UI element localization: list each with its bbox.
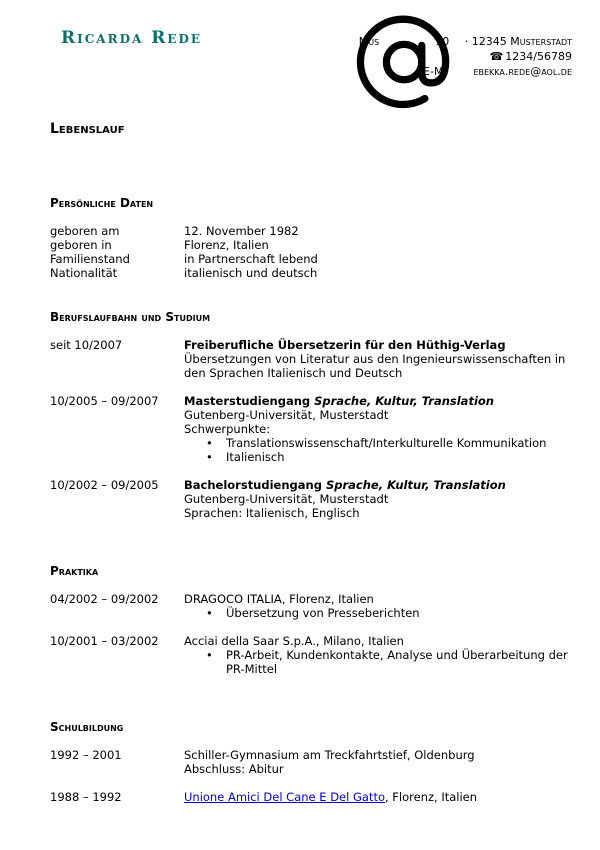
internship-entry: 04/2002 – 09/2002 DRAGOCO ITALIA, Florenz, Italien • Übersetzung von Presseberichten xyxy=(50,592,580,620)
internship-entry: 10/2001 – 03/2002 Acciai della Saar S.p.A., Milano, Italien • PR-Arbeit, Kundenkontakte, Analyse und Überarbeitung der PR-Mittel xyxy=(50,634,580,676)
at-sign-icon xyxy=(350,8,454,112)
section-heading-internships: Praktika xyxy=(50,564,99,578)
section-heading-personal: Persönliche Daten xyxy=(50,196,154,210)
school-entry: 1992 – 2001 Schiller-Gymnasium am Treckfahrtstief, Oldenburg Abschluss: Abitur xyxy=(50,748,475,776)
address-line: Mus 10 · 12345 Musterstadt xyxy=(358,35,572,48)
section-heading-career: Berufslaufbahn und Studium xyxy=(50,310,211,324)
section-heading-school: Schulbildung xyxy=(50,720,124,734)
career-entry: 10/2005 – 09/2007 Masterstudiengang Sprache, Kultur, Translation Gutenberg-Universität, Musterstadt Schwerpunkte: • Translationswissenschaft/Interkulturelle Kommunikation • Italienisch xyxy=(50,394,580,464)
personal-row: geboren am 12. November 1982 xyxy=(50,224,299,238)
personal-row: Familienstand in Partnerschaft lebend xyxy=(50,252,318,266)
list-item: • Übersetzung von Presseberichten xyxy=(226,606,580,620)
list-item: • PR-Arbeit, Kundenkontakte, Analyse und Überarbeitung der PR-Mittel xyxy=(226,648,580,676)
school-link[interactable]: Unione Amici Del Cane E Del Gatto xyxy=(184,790,385,804)
document-title: Lebenslauf xyxy=(50,121,125,137)
applicant-name: Ricarda Rede xyxy=(61,28,203,48)
phone-icon: ☎ xyxy=(489,50,504,63)
personal-row: Nationalität italienisch und deutsch xyxy=(50,266,318,280)
email-line: E-M ebekka.rede@aol.de xyxy=(423,65,572,78)
personal-data xyxy=(50,224,580,280)
focus-list xyxy=(184,436,580,464)
career-entry: 10/2002 – 09/2005 Bachelorstudiengang Sprache, Kultur, Translation Gutenberg-Universität, Musterstadt Sprachen: Italienisch, Englisch xyxy=(50,478,506,520)
career-entry: seit 10/2007 Freiberufliche Übersetzerin für den Hüthig-Verlag Übersetzungen von Literatur aus den Ingenieurswissenschaften in den Sprachen Italienisch und Deutsch xyxy=(50,338,566,380)
phone-line: ☎ 1234/56789 xyxy=(489,50,572,63)
list-item: • Translationswissenschaft/Interkulturelle Kommunikation xyxy=(226,436,580,450)
school-entry: 1988 – 1992 Unione Amici Del Cane E Del Gatto, Florenz, Italien xyxy=(50,790,478,804)
personal-row: geboren in Florenz, Italien xyxy=(50,238,269,252)
list-item: • Italienisch xyxy=(226,450,580,464)
